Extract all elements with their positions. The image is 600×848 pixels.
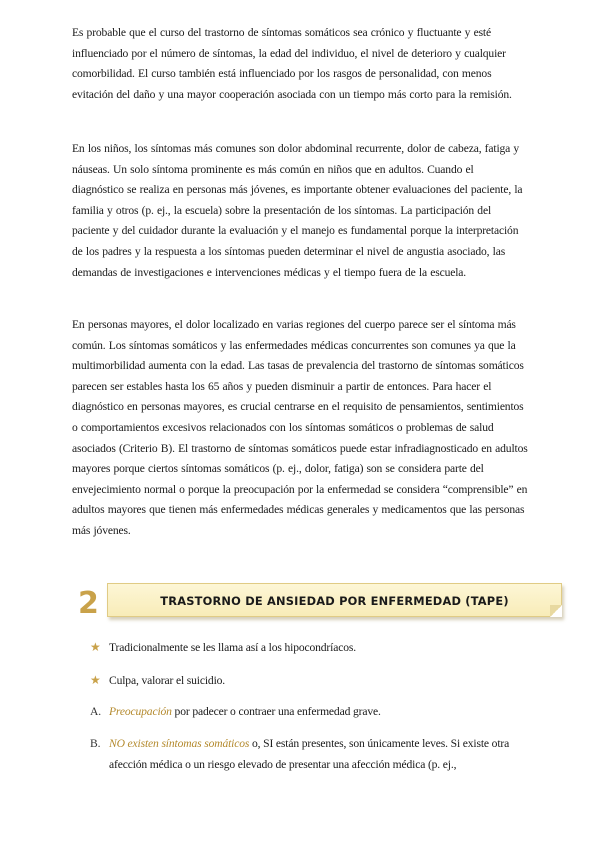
section-title-banner — [107, 583, 562, 617]
criterion-emphasis: NO existen síntomas somáticos — [109, 737, 250, 750]
list-item-text: Culpa, valorar el suicidio. — [109, 674, 226, 687]
paragraph-older-adults: En personas mayores, el dolor localizado en varias regiones del cuerpo parece ser el síntoma más común. Los síntomas somáticos y las enfermedades médicas concurrentes son comunes ya que la multimorbilidad aumenta con la edad. Las tasas de prevalencia del trastorno de síntomas somáticos parecen ser estables hasta los 65 años y pueden disminuir a partir de entonces. Para hacer el diagnóstico en personas mayores, es crucial centrarse en el requisito de pensamientos, sentimientos o comportamientos excesivos relacionados con los síntomas somáticos o problemas de salud asociados (Criterio B). El trastorno de síntomas somáticos puede estar infradiagnosticado en adultos mayores porque ciertos síntomas somáticos (p. ej., dolor, fatiga) son se considera parte del envejecimiento normal o porque la preocupación por la enfermedad se considera “comprensible” en adultos mayores que tienen más enfermedades médicas generales y medicamentos que las personas más jóvenes. — [72, 318, 528, 537]
criterion-text — [90, 733, 528, 775]
star-icon: ★ — [90, 673, 101, 687]
section-number: 2 — [78, 586, 99, 621]
paragraph-children: En los niños, los síntomas más comunes son dolor abdominal recurrente, dolor de cabeza, fatiga y náuseas. Un solo síntoma prominente es más común en niños que en adultos. Cuando el diagnóstico se realiza en personas más jóvenes, es importante obtener evaluaciones del paciente, la familia y otros (p. ej., la escuela) sobre la presentación de los síntomas. La participación del paciente y del cuidador durante la evaluación y el manejo es fundamental porque la interpretación de los padres y la respuesta a los síntomas pueden determinar el nivel de angustia asociado, las demandas de investigaciones e intervenciones médicas y el tiempo fuera de la escuela. — [72, 142, 523, 279]
list-item-text: Tradicionalmente se les llama así a los hipocondríacos. — [109, 641, 356, 654]
star-icon: ★ — [90, 640, 101, 654]
criterion-marker: B. — [90, 737, 101, 750]
section-title: TRASTORNO DE ANSIEDAD POR ENFERMEDAD (TAPE) — [160, 594, 509, 608]
criterion-rest: o, SI están presentes, son únicamente leves. Si existe otra afección médica o un riesgo elevado de presentar una afección médica (p. ej., — [109, 737, 510, 771]
list-item — [90, 637, 528, 658]
page-curl-decoration — [550, 605, 562, 617]
list-item — [90, 670, 528, 691]
paragraph-course: Es probable que el curso del trastorno de síntomas somáticos sea crónico y fluctuante y esté influenciado por el número de síntomas, la edad del individuo, el nivel de deterioro y cualquier comorbilidad. El curso también está influenciado por los rasgos de personalidad, con menos evitación del daño y una mayor cooperación asociada con un tiempo más corto para la remisión. — [72, 26, 512, 101]
criterion-b — [90, 733, 528, 775]
criterion-rest: por padecer o contraer una enfermedad grave. — [171, 705, 381, 718]
criterion-text — [90, 701, 528, 722]
criterion-a — [90, 701, 528, 722]
criterion-marker: A. — [90, 705, 101, 718]
criterion-emphasis: Preocupación — [109, 705, 172, 718]
